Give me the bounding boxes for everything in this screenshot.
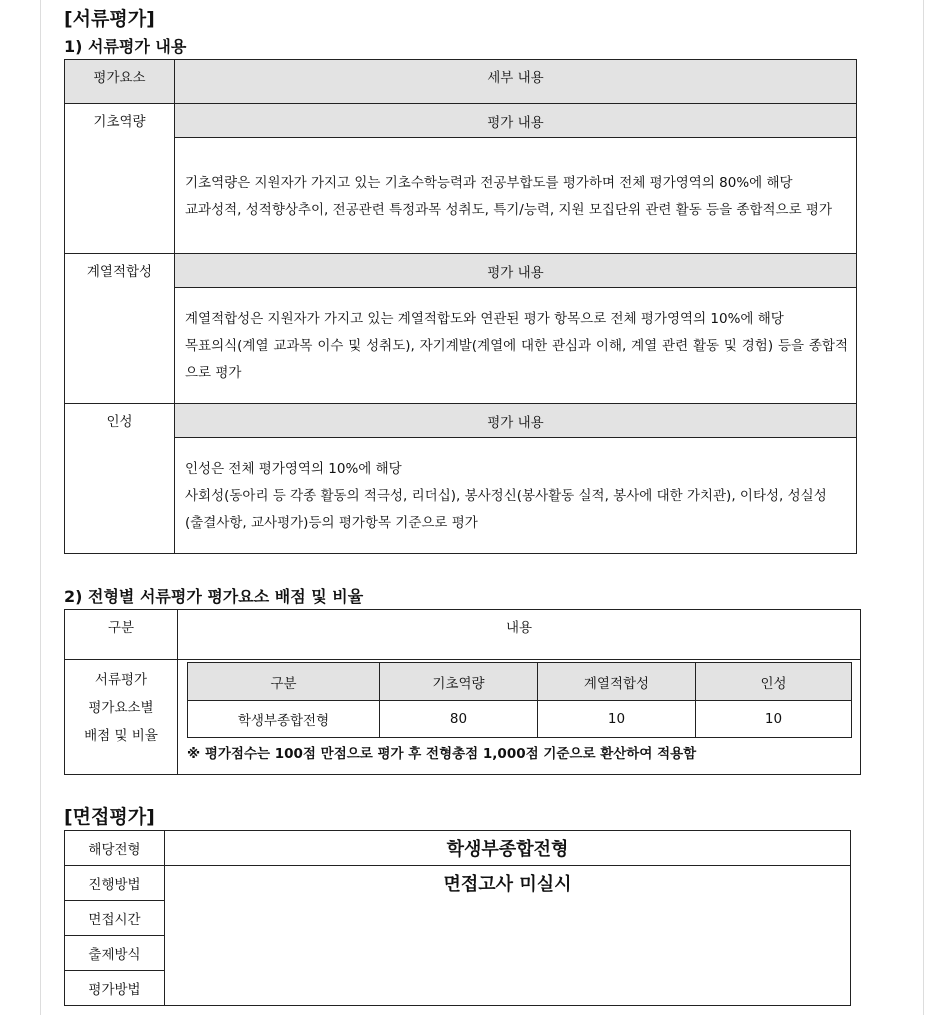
detail-line: 기초역량은 지원자가 가지고 있는 기초수학능력과 전공부합도를 평가하며 전체 평가영역의 80%에 해당 <box>185 174 793 191</box>
factor-fit: 계열적합성 <box>65 254 175 404</box>
factor-detail <box>175 138 857 254</box>
header-category: 구분 <box>65 610 178 660</box>
ratio-table <box>64 609 861 775</box>
detail-line: 인성은 전체 평가영역의 10%에 해당 <box>185 461 402 477</box>
detail-line: (출결사항, 교사평가)등의 평가항목 기준으로 평가 <box>185 515 478 531</box>
detail-line: 교과성적, 성적향상추이, 전공관련 특정과목 성취도, 특기/능력, 지원 모집단위 관련 활동 등을 종합적으로 평가 <box>185 201 833 218</box>
section2-title: 2) 전형별 서류평가 평가요소 배점 및 비율 <box>64 587 364 606</box>
header-content: 내용 <box>178 610 861 660</box>
header-detail: 세부 내용 <box>175 60 857 104</box>
subheader: 평가 내용 <box>175 404 857 438</box>
factor-detail <box>175 288 857 404</box>
subheader: 평가 내용 <box>175 104 857 138</box>
score-cell: 10 <box>538 701 696 738</box>
detail-line: 목표의식(계열 교과목 이수 및 성취도), 자기계발(계열에 대한 관심과 이해, 계열 관련 활동 및 경험) 등을 종합적으로 평가 <box>185 338 848 381</box>
header-factor: 평가요소 <box>65 60 175 104</box>
interview-label: 진행방법 <box>65 866 165 901</box>
interview-title: [면접평가] <box>64 806 155 828</box>
section1-title: 1) 서류평가 내용 <box>64 37 187 56</box>
interview-label: 면접시간 <box>65 901 165 936</box>
subheader: 평가 내용 <box>175 254 857 288</box>
factor-character: 인성 <box>65 404 175 554</box>
detail-line: 계열적합성은 지원자가 가지고 있는 계열적합도와 연관된 평가 항목으로 전체 평가영역의 10%에 해당 <box>185 311 784 327</box>
score-header: 기초역량 <box>380 663 538 701</box>
doc-review-title: [서류평가] <box>64 8 155 30</box>
score-header: 구분 <box>188 663 380 701</box>
score-header: 계열적합성 <box>538 663 696 701</box>
interview-label: 출제방식 <box>65 936 165 971</box>
ratio-label <box>65 660 178 775</box>
label-line: 서류평가 <box>94 672 148 688</box>
interview-label: 해당전형 <box>65 831 165 866</box>
interview-status: 면접고사 미실시 <box>165 866 851 1006</box>
label-line: 평가요소별 <box>88 700 154 716</box>
interview-track: 학생부종합전형 <box>165 831 851 866</box>
score-note: ※ 평가점수는 100점 만점으로 평가 후 전형총점 1,000점 기준으로 환산하여 적용함 <box>187 746 697 762</box>
factor-detail <box>175 438 857 554</box>
score-cell: 80 <box>380 701 538 738</box>
score-table <box>187 662 852 738</box>
factor-basic: 기초역량 <box>65 104 175 254</box>
score-header: 인성 <box>696 663 852 701</box>
detail-line: 사회성(동아리 등 각종 활동의 적극성, 리더십), 봉사정신(봉사활동 실적, 봉사에 대한 가치관), 이타성, 성실성 <box>185 488 827 504</box>
label-line: 배점 및 비율 <box>84 728 158 744</box>
review-content-table <box>64 59 857 554</box>
score-cell: 학생부종합전형 <box>188 701 380 738</box>
score-cell: 10 <box>696 701 852 738</box>
interview-table <box>64 830 851 1006</box>
interview-label: 평가방법 <box>65 971 165 1006</box>
